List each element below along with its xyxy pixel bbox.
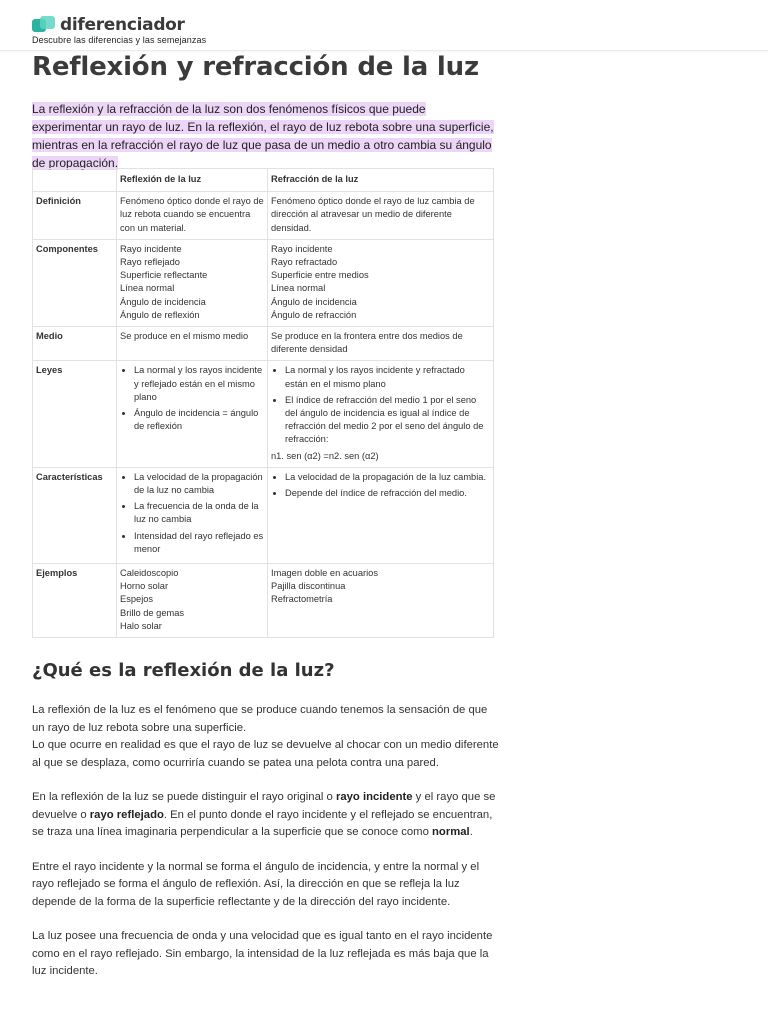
list-item: • La frecuencia de la onda de la luz no cambia (134, 500, 264, 526)
site-tagline: Descubre las diferencias y las semejanzas (32, 35, 207, 45)
list-item: Horno solar (120, 581, 169, 592)
term-rayo-incidente: rayo incidente (335, 791, 413, 803)
bullet-list (120, 364, 264, 433)
list-item: Línea normal (271, 283, 326, 294)
refraction-formula: n1. sen (α2) =n2. sen (α2) (271, 450, 379, 461)
paragraph-text: . (469, 826, 473, 838)
list-item: Halo solar (120, 620, 162, 631)
site-header (0, 0, 768, 51)
list-item: Rayo refractado (271, 257, 338, 268)
body-paragraph (32, 702, 500, 772)
logo-icon (32, 16, 56, 34)
section-heading: ¿Qué es la reflexión de la luz? (32, 660, 335, 681)
cell-reflexion (117, 361, 268, 467)
paragraph-line: Lo que ocurre en realidad es que el rayo de luz se devuelve al chocar con un medio diferente al que se desplaza, como ocurriría cuando se patea una pelota contra una pared. (32, 739, 499, 769)
list-item: • El índice de refracción del medio 1 por el seno del ángulo de incidencia es igual al índice de refracción del medio 2 por el seno del ángulo de refracción: (285, 394, 490, 447)
table-row-caracteristicas (33, 467, 494, 563)
bullet-list (120, 471, 264, 556)
paragraph-text: y el rayo que se devuelve o (32, 791, 496, 821)
list-item: Pajilla discontinua (271, 581, 346, 592)
row-label: Componentes (33, 239, 117, 326)
body-paragraph (32, 789, 500, 842)
comparison-table (32, 168, 494, 638)
list-item: • La velocidad de la propagación de la luz cambia. (285, 471, 490, 484)
paragraph-text: En la reflexión de la luz se puede distinguir el rayo original o (32, 791, 336, 803)
cell-refraccion (268, 361, 494, 467)
row-label: Medio (33, 327, 117, 361)
list-item: • Depende del índice de refracción del medio. (285, 487, 490, 500)
table-row-definicion (33, 192, 494, 240)
brand-name: diferenciador (60, 15, 185, 35)
list-item: Espejos (120, 594, 154, 605)
list-item: Rayo incidente (120, 243, 182, 254)
cell-reflexion: Fenómeno óptico donde el rayo de luz rebota cuando se encuentra con un material. (117, 192, 268, 240)
site-logo[interactable] (32, 15, 185, 35)
list-item: • Intensidad del rayo reflejado es menor (134, 530, 264, 556)
table-header-empty (33, 169, 117, 192)
list-item: Línea normal (120, 283, 175, 294)
body-paragraph: La luz posee una frecuencia de onda y una velocidad que es igual tanto en el rayo incidente como en el rayo reflejado. Sin embargo, la intensidad de la luz reflejada es más baja que la luz incidente. (32, 930, 493, 977)
table-row-leyes (33, 361, 494, 467)
list-item: • La normal y los rayos incidente y refractado están en el mismo plano (285, 364, 490, 390)
list-item: Ángulo de incidencia (271, 296, 357, 307)
list-item: Caleidoscopio (120, 568, 179, 579)
list-item: • La normal y los rayos incidente y reflejado están en el mismo plano (134, 364, 264, 404)
table-row-componentes (33, 239, 494, 326)
list-item: Superficie entre medios (271, 270, 369, 281)
list-item: Rayo incidente (271, 243, 333, 254)
list-item: Imagen doble en acuarios (271, 568, 378, 579)
paragraph-text: . En el punto donde el rayo incidente y el reflejado se encuentran, se traza una línea imaginaria perpendicular a la superficie que se conoce como (32, 808, 493, 838)
body-paragraph: Entre el rayo incidente y la normal se forma el ángulo de incidencia, y entre la normal y el rayo reflejado se forma el ángulo de reflexión. Así, la dirección en que se refleja la luz depende de la forma de la superficie reflectante y de la dirección del rayo incidente. (32, 860, 480, 908)
cell-reflexion (117, 467, 268, 563)
list-item: Superficie reflectante (120, 270, 208, 281)
cell-refraccion (268, 467, 494, 563)
table-header-row (33, 169, 494, 192)
article-title: Reflexión y refracción de la luz (32, 52, 479, 82)
table-header-refraccion: Refracción de la luz (268, 169, 494, 192)
list-item: Brillo de gemas (120, 607, 185, 618)
term-rayo-reflejado: rayo reflejado (89, 808, 164, 821)
table-row-ejemplos (33, 564, 494, 638)
list-item: Ángulo de refracción (271, 309, 357, 320)
row-label: Leyes (33, 361, 117, 467)
list-item: Rayo reflejado (120, 257, 180, 268)
term-normal: normal (432, 826, 470, 838)
list-item: Refractometría (271, 594, 333, 605)
intro-paragraph (32, 100, 494, 172)
table-row-medio (33, 327, 494, 361)
paragraph-line: La reflexión de la luz es el fenómeno que se produce cuando tenemos la sensación de que un rayo de luz rebota sobre una superficie. (32, 704, 488, 734)
row-label: Definición (33, 192, 117, 240)
bullet-list (271, 364, 490, 446)
list-item: • La velocidad de la propagación de la luz no cambia (134, 471, 264, 497)
list-item: Ángulo de reflexión (120, 309, 200, 320)
row-label: Características (33, 467, 117, 563)
intro-highlight: La reflexión y la refracción de la luz son dos fenómenos físicos que puede experimentar un rayo de luz. En la reflexión, el rayo de luz rebota sobre una superficie, mientras en la refracción el rayo de luz que pasa de un medio a otro cambia su ángulo de propagación. (32, 102, 494, 170)
list-item: • Ángulo de incidencia = ángulo de reflexión (134, 407, 264, 433)
cell-refraccion: Se produce en la frontera entre dos medios de diferente densidad (268, 327, 494, 361)
cell-reflexion (117, 239, 268, 326)
row-label: Ejemplos (33, 564, 117, 638)
bullet-list (271, 471, 490, 500)
cell-refraccion (268, 239, 494, 326)
table-header-reflexion: Reflexión de la luz (117, 169, 268, 192)
cell-reflexion: Se produce en el mismo medio (117, 327, 268, 361)
list-item: Ángulo de incidencia (120, 296, 206, 307)
article-body (32, 702, 500, 998)
cell-refraccion (268, 564, 494, 638)
cell-reflexion (117, 564, 268, 638)
cell-refraccion: Fenómeno óptico donde el rayo de luz cambia de dirección al atravesar un medio de diferente densidad. (268, 192, 494, 240)
